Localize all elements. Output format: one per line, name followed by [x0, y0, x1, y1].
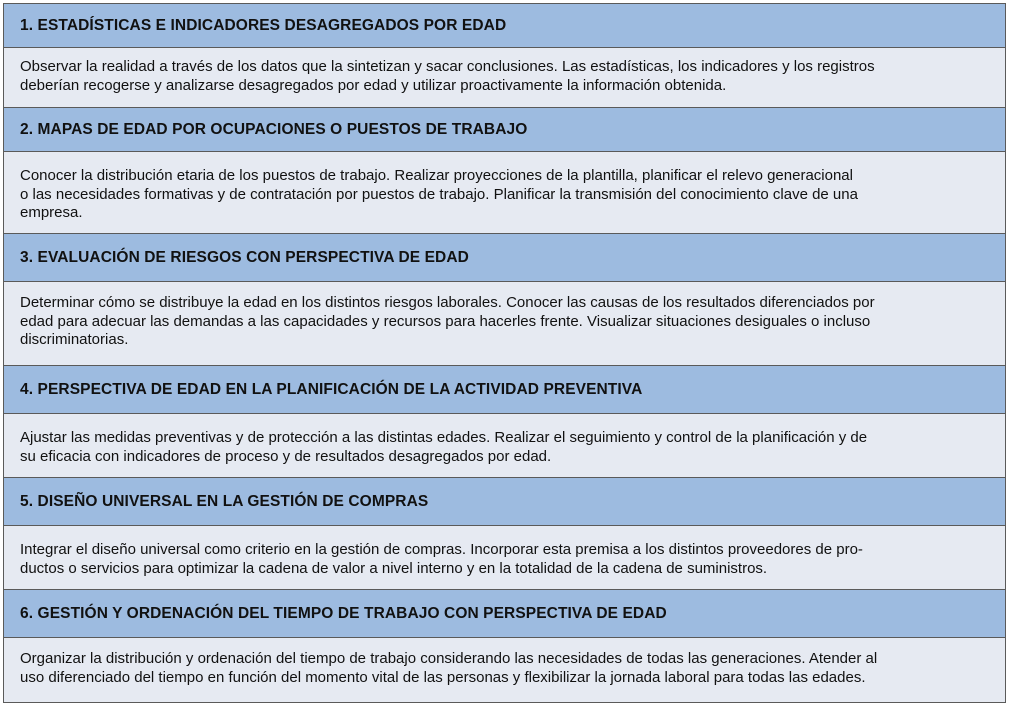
section-4-heading: 4. PERSPECTIVA DE EDAD EN LA PLANIFICACIÓN DE LA ACTIVIDAD PREVENTIVA	[4, 366, 1005, 414]
section-2-heading: 2. MAPAS DE EDAD POR OCUPACIONES O PUESTOS DE TRABAJO	[4, 108, 1005, 152]
measures-table	[3, 3, 1006, 703]
section-6-heading: 6. GESTIÓN Y ORDENACIÓN DEL TIEMPO DE TRABAJO CON PERSPECTIVA DE EDAD	[4, 590, 1005, 638]
section-1-heading: 1. ESTADÍSTICAS E INDICADORES DESAGREGADOS POR EDAD	[4, 4, 1005, 48]
section-4-description: Ajustar las medidas preventivas y de protección a las distintas edades. Realizar el seguimiento y control de la planificación y de su eficacia con indicadores de proceso y de resultados desagregados por edad.	[4, 414, 1005, 478]
section-2-description: Conocer la distribución etaria de los puestos de trabajo. Realizar proyecciones de la plantilla, planificar el relevo generacional o las necesidades formativas y de contratación por puestos de trabajo. Planificar la transmisión del conocimiento clave de una empresa.	[4, 152, 1005, 234]
section-1-description: Observar la realidad a través de los datos que la sintetizan y sacar conclusiones. Las estadísticas, los indicadores y los registros deberían recogerse y analizarse desagregados por edad y utilizar proactivamente la información obtenida.	[4, 48, 1005, 108]
section-5-description: Integrar el diseño universal como criterio en la gestión de compras. Incorporar esta premisa a los distintos proveedores de pro- ductos o servicios para optimizar la cadena de valor a nivel interno y en la totalidad de la cadena de suministros.	[4, 526, 1005, 590]
section-3-description: Determinar cómo se distribuye la edad en los distintos riesgos laborales. Conocer las causas de los resultados diferenciados por edad para adecuar las demandas a las capacidades y recursos para hacerles frente. Visualizar situaciones desiguales o incluso discriminatorias.	[4, 282, 1005, 366]
section-6-description: Organizar la distribución y ordenación del tiempo de trabajo considerando las necesidades de todas las generaciones. Atender al uso diferenciado del tiempo en función del momento vital de las personas y flexibilizar la jornada laboral para todas las edades.	[4, 638, 1005, 702]
section-5-heading: 5. DISEÑO UNIVERSAL EN LA GESTIÓN DE COMPRAS	[4, 478, 1005, 526]
section-3-heading: 3. EVALUACIÓN DE RIESGOS CON PERSPECTIVA DE EDAD	[4, 234, 1005, 282]
